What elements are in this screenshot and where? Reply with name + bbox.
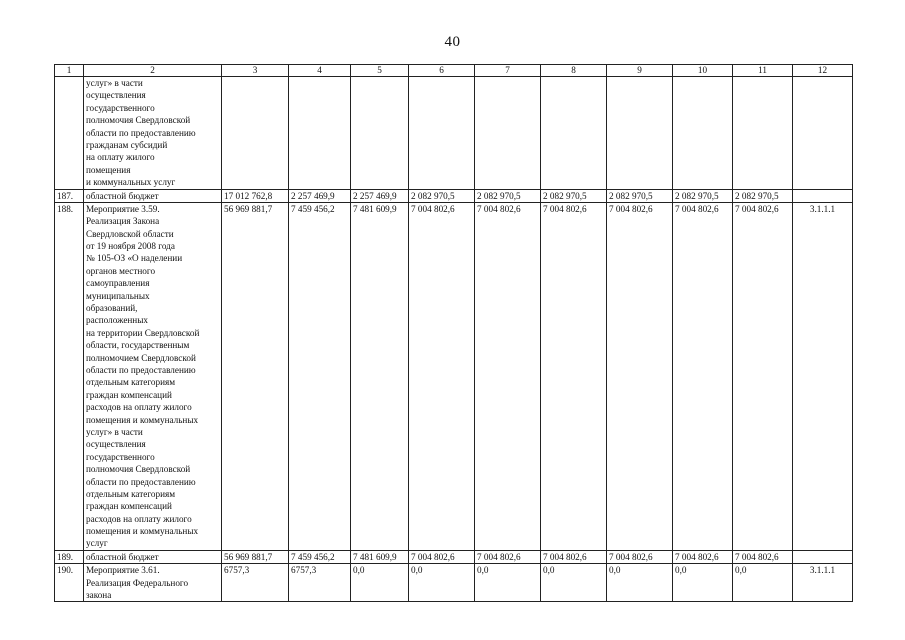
name-line: Реализация Федерального [86,577,189,588]
name-line: расположенных [86,315,148,326]
name-line: полномочием Свердловской [86,352,196,363]
column-header: 2 [84,65,222,77]
table-row [55,550,853,563]
name-line: услуг [86,538,108,549]
name-line: муниципальных [86,290,150,301]
name-line: на оплату жилого [86,152,155,163]
row-name-cell [84,550,222,563]
target-code-cell: 3.1.1.1 [793,564,853,602]
name-line: полномочия Свердловской [86,464,191,475]
name-line: Реализация Закона [86,216,160,227]
value-cell: 2 257 469,9 [351,189,409,202]
column-header: 1 [55,65,84,77]
name-line: Мероприятие 3.59. [86,203,160,214]
table-row [55,202,853,550]
value-cell: 2 257 469,9 [289,189,351,202]
name-line: областной бюджет [86,551,159,562]
value-cell: 7 481 609,9 [351,550,409,563]
name-line: закона [86,590,112,601]
name-line: расходов на оплату жилого [86,513,192,524]
value-cell: 0,0 [351,564,409,602]
value-cell: 2 082 970,5 [475,189,541,202]
row-number-cell: 189. [55,550,84,563]
value-cell: 0,0 [475,564,541,602]
name-line: полномочия Свердловской [86,115,191,126]
name-line: граждан компенсаций [86,389,172,400]
header-row [55,65,853,77]
target-code-cell [793,550,853,563]
column-header: 6 [409,65,475,77]
name-line: на территории Свердловской [86,327,200,338]
column-header: 12 [793,65,853,77]
value-cell: 7 004 802,6 [475,202,541,550]
name-line: отдельным категориям [86,488,176,499]
column-header: 3 [222,65,289,77]
table-row-continued [55,77,853,190]
value-cell: 2 082 970,5 [673,189,733,202]
value-cell: 7 481 609,9 [351,202,409,550]
value-cell: 0,0 [607,564,673,602]
name-line: помещения [86,164,131,175]
value-cell: 7 004 802,6 [673,202,733,550]
name-line: осуществления [86,439,146,450]
value-cell: 7 004 802,6 [733,550,793,563]
value-cell: 0,0 [733,564,793,602]
column-header: 10 [673,65,733,77]
name-line: помещения и коммунальных [86,526,199,537]
row-number-cell [55,77,84,190]
row-name-cell [84,202,222,550]
column-header: 9 [607,65,673,77]
value-cell: 7 459 456,2 [289,550,351,563]
name-line: областной бюджет [86,190,159,201]
value-cell: 7 004 802,6 [607,550,673,563]
name-line: осуществления [86,90,146,101]
value-cell: 6757,3 [222,564,289,602]
budget-table [54,64,853,602]
column-header: 8 [541,65,607,77]
value-cell: 7 004 802,6 [475,550,541,563]
value-cell: 2 082 970,5 [733,189,793,202]
value-cell: 7 004 802,6 [541,550,607,563]
value-cell [541,77,607,190]
value-cell: 7 004 802,6 [673,550,733,563]
name-line: области, государственным [86,340,190,351]
value-cell [607,77,673,190]
name-line: области по предоставлению [86,127,196,138]
value-cell [409,77,475,190]
name-line: самоуправления [86,278,150,289]
value-cell: 7 004 802,6 [409,202,475,550]
value-cell: 0,0 [541,564,607,602]
name-line: граждан компенсаций [86,501,172,512]
name-line: государственного [86,451,155,462]
value-cell [673,77,733,190]
name-line: органов местного [86,265,156,276]
value-cell [351,77,409,190]
name-line: области по предоставлению [86,476,196,487]
value-cell: 0,0 [409,564,475,602]
value-cell: 6757,3 [289,564,351,602]
value-cell: 17 012 762,8 [222,189,289,202]
value-cell [289,77,351,190]
column-header: 4 [289,65,351,77]
table-row [55,189,853,202]
name-line: услуг» в части [86,78,143,88]
row-number-cell: 190. [55,564,84,602]
column-header: 7 [475,65,541,77]
column-header: 5 [351,65,409,77]
value-cell: 56 969 881,7 [222,202,289,550]
name-line: области по предоставлению [86,365,196,375]
row-number-cell: 188. [55,202,84,550]
value-cell: 2 082 970,5 [607,189,673,202]
row-number-cell: 187. [55,189,84,202]
column-header: 11 [733,65,793,77]
value-cell: 7 004 802,6 [409,550,475,563]
value-cell: 7 004 802,6 [541,202,607,550]
table-row [55,564,853,602]
target-code-cell: 3.1.1.1 [793,202,853,550]
row-name-cell [84,77,222,190]
value-cell [733,77,793,190]
value-cell [475,77,541,190]
target-code-cell [793,189,853,202]
name-line: от 19 ноября 2008 года [86,241,175,252]
value-cell: 56 969 881,7 [222,550,289,563]
name-line: помещения и коммунальных [86,414,199,425]
row-name-cell [84,189,222,202]
name-line: Свердловской области [86,228,174,239]
value-cell: 2 082 970,5 [541,189,607,202]
value-cell: 0,0 [673,564,733,602]
name-line: гражданам субсидий [86,139,168,150]
value-cell: 7 004 802,6 [607,202,673,550]
value-cell: 7 459 456,2 [289,202,351,550]
name-line: расходов на оплату жилого [86,402,192,413]
name-line: услуг» в части [86,426,143,437]
row-name-cell [84,564,222,602]
value-cell: 2 082 970,5 [409,189,475,202]
name-line: и коммунальных услуг [86,177,176,188]
value-cell [793,77,853,190]
name-line: Мероприятие 3.61. [86,565,160,576]
name-line: отдельным категориям [86,377,176,388]
value-cell: 7 004 802,6 [733,202,793,550]
name-line: государственного [86,102,155,113]
value-cell [222,77,289,190]
name-line: образований, [86,303,138,314]
page-number: 40 [444,34,461,50]
name-line: № 105-ОЗ «О наделении [86,253,183,264]
